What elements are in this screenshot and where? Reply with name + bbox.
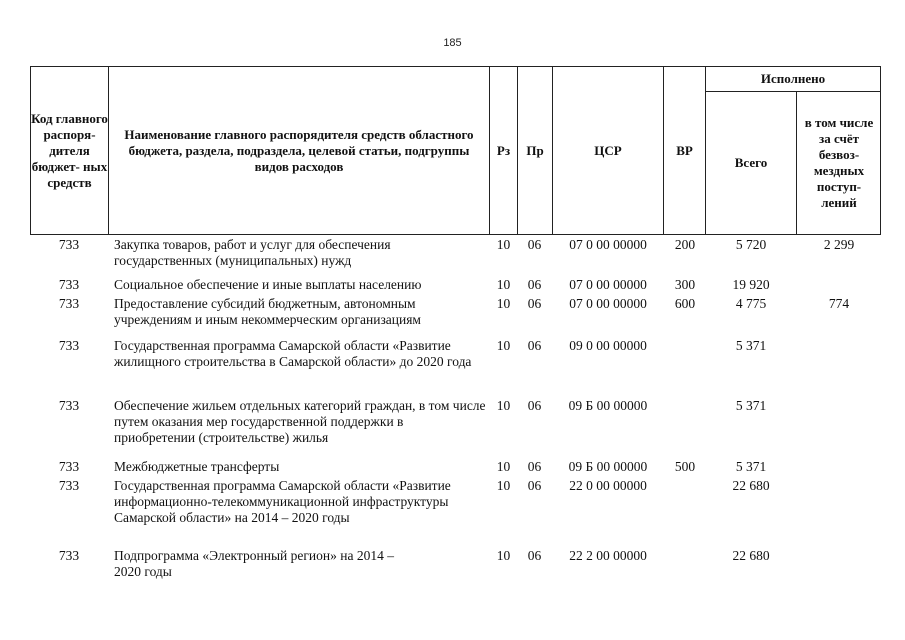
cell-pr: 06 bbox=[527, 277, 542, 292]
cell-name: Межбюджетные трансферты bbox=[114, 459, 280, 474]
cell-pr: 06 bbox=[527, 398, 542, 413]
col-divider bbox=[517, 66, 518, 235]
cell-rz: 10 bbox=[496, 478, 511, 493]
header-vr: ВР bbox=[676, 142, 693, 158]
col-divider bbox=[796, 91, 797, 235]
cell-csr: 09 Б 00 00000 bbox=[568, 398, 648, 413]
cell-rz: 10 bbox=[496, 296, 511, 311]
cell-code: 733 bbox=[58, 277, 80, 292]
col-divider bbox=[552, 66, 553, 235]
cell-total: 5 371 bbox=[735, 459, 767, 474]
cell-incl: 774 bbox=[828, 296, 850, 311]
cell-name: Предоставление субсидий бюджетным, автономным учреждениям и иным некоммерческим организациям bbox=[114, 296, 421, 327]
cell-total: 22 680 bbox=[732, 548, 770, 563]
cell-csr: 07 0 00 00000 bbox=[569, 277, 647, 292]
cell-code: 733 bbox=[58, 338, 80, 353]
cell-code: 733 bbox=[58, 459, 80, 474]
cell-vr: 200 bbox=[674, 237, 696, 252]
cell-incl: 2 299 bbox=[823, 237, 855, 252]
cell-pr: 06 bbox=[527, 478, 542, 493]
cell-code: 733 bbox=[58, 478, 80, 493]
cell-total: 5 371 bbox=[735, 398, 767, 413]
header-top-border bbox=[30, 66, 881, 67]
cell-rz: 10 bbox=[496, 338, 511, 353]
col-divider bbox=[880, 66, 881, 235]
cell-csr: 09 Б 00 00000 bbox=[568, 459, 648, 474]
cell-name: Государственная программа Самарской области «Развитие жилищного строительства в Самарской области» до 2020 года bbox=[114, 338, 472, 369]
cell-csr: 07 0 00 00000 bbox=[569, 296, 647, 311]
cell-name: Подпрограмма «Электронный регион» на 2014 – 2020 годы bbox=[114, 548, 394, 579]
cell-csr: 09 0 00 00000 bbox=[569, 338, 647, 353]
header-rz: Рз bbox=[496, 142, 511, 158]
col-divider bbox=[108, 66, 109, 235]
cell-name: Закупка товаров, работ и услуг для обеспечения государственных (муниципальных) нужд bbox=[114, 237, 391, 268]
cell-pr: 06 bbox=[527, 338, 542, 353]
header-csr: ЦСР bbox=[594, 142, 622, 158]
col-divider bbox=[705, 66, 706, 235]
header-bottom-border bbox=[30, 234, 881, 235]
header-pr: Пр bbox=[526, 142, 544, 158]
col-divider bbox=[30, 66, 31, 235]
cell-total: 5 371 bbox=[735, 338, 767, 353]
cell-rz: 10 bbox=[496, 398, 511, 413]
cell-total: 4 775 bbox=[735, 296, 767, 311]
cell-pr: 06 bbox=[527, 459, 542, 474]
page-number: 185 bbox=[443, 37, 462, 49]
cell-name: Обеспечение жильем отдельных категорий граждан, в том числе путем оказания мер государственной поддержки в приобретении (строительстве) жилья bbox=[114, 398, 486, 445]
cell-pr: 06 bbox=[527, 548, 542, 563]
cell-rz: 10 bbox=[496, 459, 511, 474]
cell-vr: 600 bbox=[674, 296, 696, 311]
cell-pr: 06 bbox=[527, 296, 542, 311]
cell-csr: 22 2 00 00000 bbox=[569, 548, 647, 563]
cell-code: 733 bbox=[58, 296, 80, 311]
header-code: Код главного распоря- дителя бюджет- ных средств bbox=[31, 110, 108, 190]
cell-code: 733 bbox=[58, 398, 80, 413]
cell-csr: 22 0 00 00000 bbox=[569, 478, 647, 493]
cell-total: 5 720 bbox=[735, 237, 767, 252]
cell-name: Государственная программа Самарской области «Развитие информационно-телекоммуникационной инфраструктуры Самарской области» на 2014 – 2020 годы bbox=[114, 478, 451, 525]
cell-rz: 10 bbox=[496, 548, 511, 563]
cell-total: 22 680 bbox=[732, 478, 770, 493]
cell-rz: 10 bbox=[496, 237, 511, 252]
header-executed-divider bbox=[706, 91, 881, 92]
cell-name: Социальное обеспечение и иные выплаты населению bbox=[114, 277, 422, 292]
col-divider bbox=[663, 66, 664, 235]
header-executed: Исполнено bbox=[760, 71, 826, 86]
cell-pr: 06 bbox=[527, 237, 542, 252]
col-divider bbox=[489, 66, 490, 235]
header-total: Всего bbox=[734, 155, 768, 170]
cell-vr: 300 bbox=[674, 277, 696, 292]
cell-rz: 10 bbox=[496, 277, 511, 292]
cell-vr: 500 bbox=[674, 459, 696, 474]
cell-code: 733 bbox=[58, 548, 80, 563]
cell-csr: 07 0 00 00000 bbox=[569, 237, 647, 252]
cell-code: 733 bbox=[58, 237, 80, 252]
header-name: Наименование главного распорядителя средств областного бюджета, раздела, подраздела, целевой статьи, подгруппы видов расходов bbox=[124, 126, 474, 174]
cell-total: 19 920 bbox=[732, 277, 770, 292]
header-incl: в том числе за счёт безвоз- мездных поступ- лений bbox=[804, 115, 874, 210]
